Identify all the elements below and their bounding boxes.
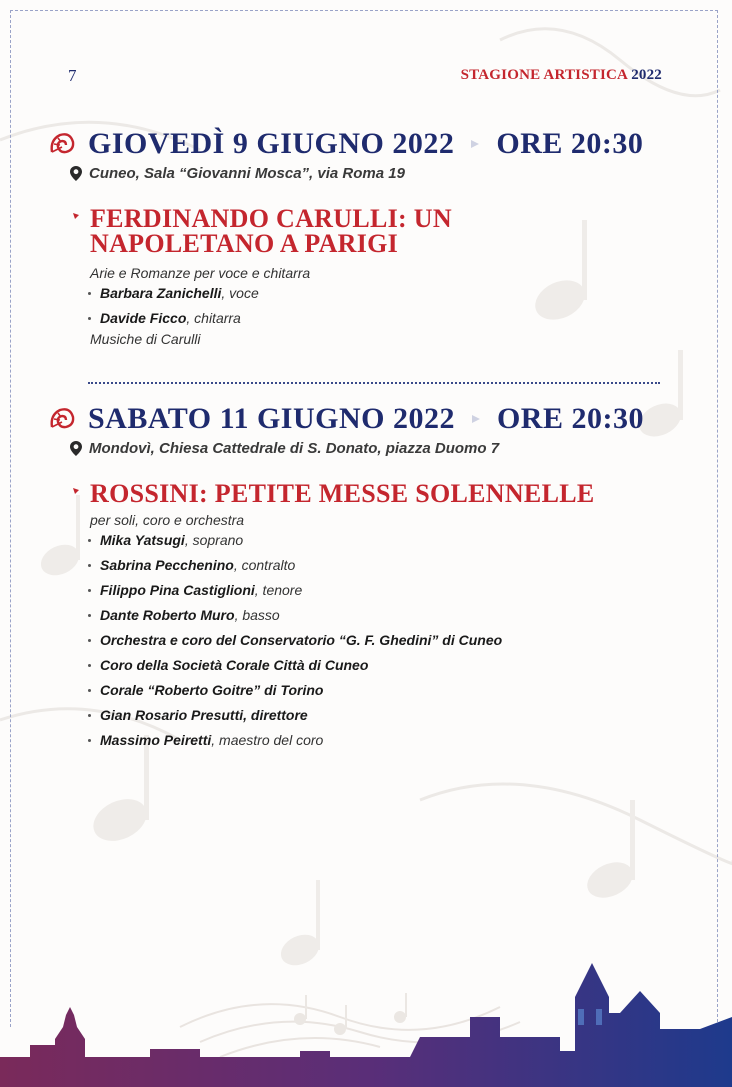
- concert-footnote: Musiche di Carulli: [90, 331, 201, 347]
- bullet-icon: [88, 639, 91, 642]
- page-number: 7: [68, 66, 77, 85]
- bullet-icon: [88, 664, 91, 667]
- performer-name: Barbara Zanichelli: [100, 285, 222, 301]
- concert-subtitle: per soli, coro e orchestra: [90, 512, 245, 528]
- section-divider: [88, 382, 660, 384]
- performer-item: [88, 603, 668, 628]
- concert-title: ROSSINI: PETITE MESSE SOLENNELLE: [90, 479, 595, 508]
- performer-name: Sabrina Pecchenino: [100, 557, 234, 573]
- arrow-bullet-icon: [72, 212, 80, 220]
- location-pin-icon: [70, 441, 82, 456]
- bullet-icon: [88, 317, 91, 320]
- running-header: [461, 67, 662, 84]
- performer-role: , soprano: [184, 532, 244, 548]
- event-time: ORE 20:30: [496, 402, 644, 435]
- bullet-icon: [88, 714, 91, 717]
- performer-name: Mika Yatsugi: [100, 532, 185, 548]
- performer-name: Corale “Roberto Goitre” di Torino: [100, 682, 324, 698]
- performer-role: , tenore: [254, 582, 303, 598]
- concert-block: [72, 206, 668, 347]
- event-2: [48, 402, 668, 753]
- performer-role: , chitarra: [186, 310, 241, 326]
- separator-triangle-icon: [468, 137, 482, 151]
- bullet-icon: [88, 292, 91, 295]
- performer-item: [88, 528, 668, 553]
- event-1: [48, 127, 668, 347]
- performer-name: Orchestra e coro del Conservatorio “G. F. Ghedini” di Cuneo: [100, 632, 503, 648]
- performer-name: Coro della Società Corale Città di Cuneo: [100, 657, 369, 673]
- bullet-icon: [88, 739, 91, 742]
- running-year: 2022: [631, 67, 662, 83]
- shell-icon: [48, 405, 76, 433]
- event-venue-text: Mondovì, Chiesa Cattedrale di S. Donato, piazza Duomo 7: [89, 440, 500, 457]
- top-dashed-border: [10, 10, 718, 11]
- concert-subtitle: Arie e Romanze per voce e chitarra: [90, 265, 311, 281]
- performer-item: [88, 653, 668, 678]
- performer-role: , maestro del coro: [211, 732, 324, 748]
- performer-list: [88, 281, 668, 331]
- performer-name: Davide Ficco: [100, 310, 187, 326]
- performer-role: , voce: [221, 285, 259, 301]
- event-date-line: [48, 402, 668, 436]
- right-dashed-border: [717, 10, 718, 1027]
- concert-title: FERDINANDO CARULLI: UN NAPOLETANO A PARIGI: [90, 204, 452, 258]
- city-skyline-footer: [0, 957, 732, 1087]
- left-dashed-border: [10, 10, 11, 1027]
- performer-item: [88, 281, 668, 306]
- performer-item: [88, 628, 668, 653]
- event-venue: [70, 440, 668, 457]
- shell-icon: [48, 130, 76, 158]
- event-time: ORE 20:30: [496, 127, 644, 160]
- performer-role: , basso: [234, 607, 280, 623]
- running-title: STAGIONE ARTISTICA: [460, 67, 628, 83]
- event-date: SABATO 11 GIUGNO 2022: [88, 402, 455, 435]
- performer-item: [88, 728, 668, 753]
- bullet-icon: [88, 614, 91, 617]
- performer-item: [88, 678, 668, 703]
- performer-item: [88, 578, 668, 603]
- event-venue-text: Cuneo, Sala “Giovanni Mosca”, via Roma 19: [89, 165, 405, 182]
- bullet-icon: [88, 689, 91, 692]
- performer-item: [88, 306, 668, 331]
- bullet-icon: [88, 589, 91, 592]
- performer-item: [88, 553, 668, 578]
- performer-name: Gian Rosario Presutti, direttore: [100, 707, 308, 723]
- event-date-line: [48, 127, 668, 161]
- performer-role: , contralto: [233, 557, 296, 573]
- location-pin-icon: [70, 166, 82, 181]
- performer-item: [88, 703, 668, 728]
- performer-list: [88, 528, 668, 753]
- bullet-icon: [88, 564, 91, 567]
- performer-name: Massimo Peiretti: [100, 732, 212, 748]
- bullet-icon: [88, 539, 91, 542]
- event-venue: [70, 165, 668, 182]
- performer-name: Filippo Pina Castiglioni: [100, 582, 255, 598]
- performer-name: Dante Roberto Muro: [100, 607, 235, 623]
- event-date: GIOVEDÌ 9 GIUGNO 2022: [88, 127, 455, 160]
- separator-triangle-icon: [469, 412, 483, 426]
- arrow-bullet-icon: [72, 487, 80, 495]
- concert-block: [72, 481, 668, 753]
